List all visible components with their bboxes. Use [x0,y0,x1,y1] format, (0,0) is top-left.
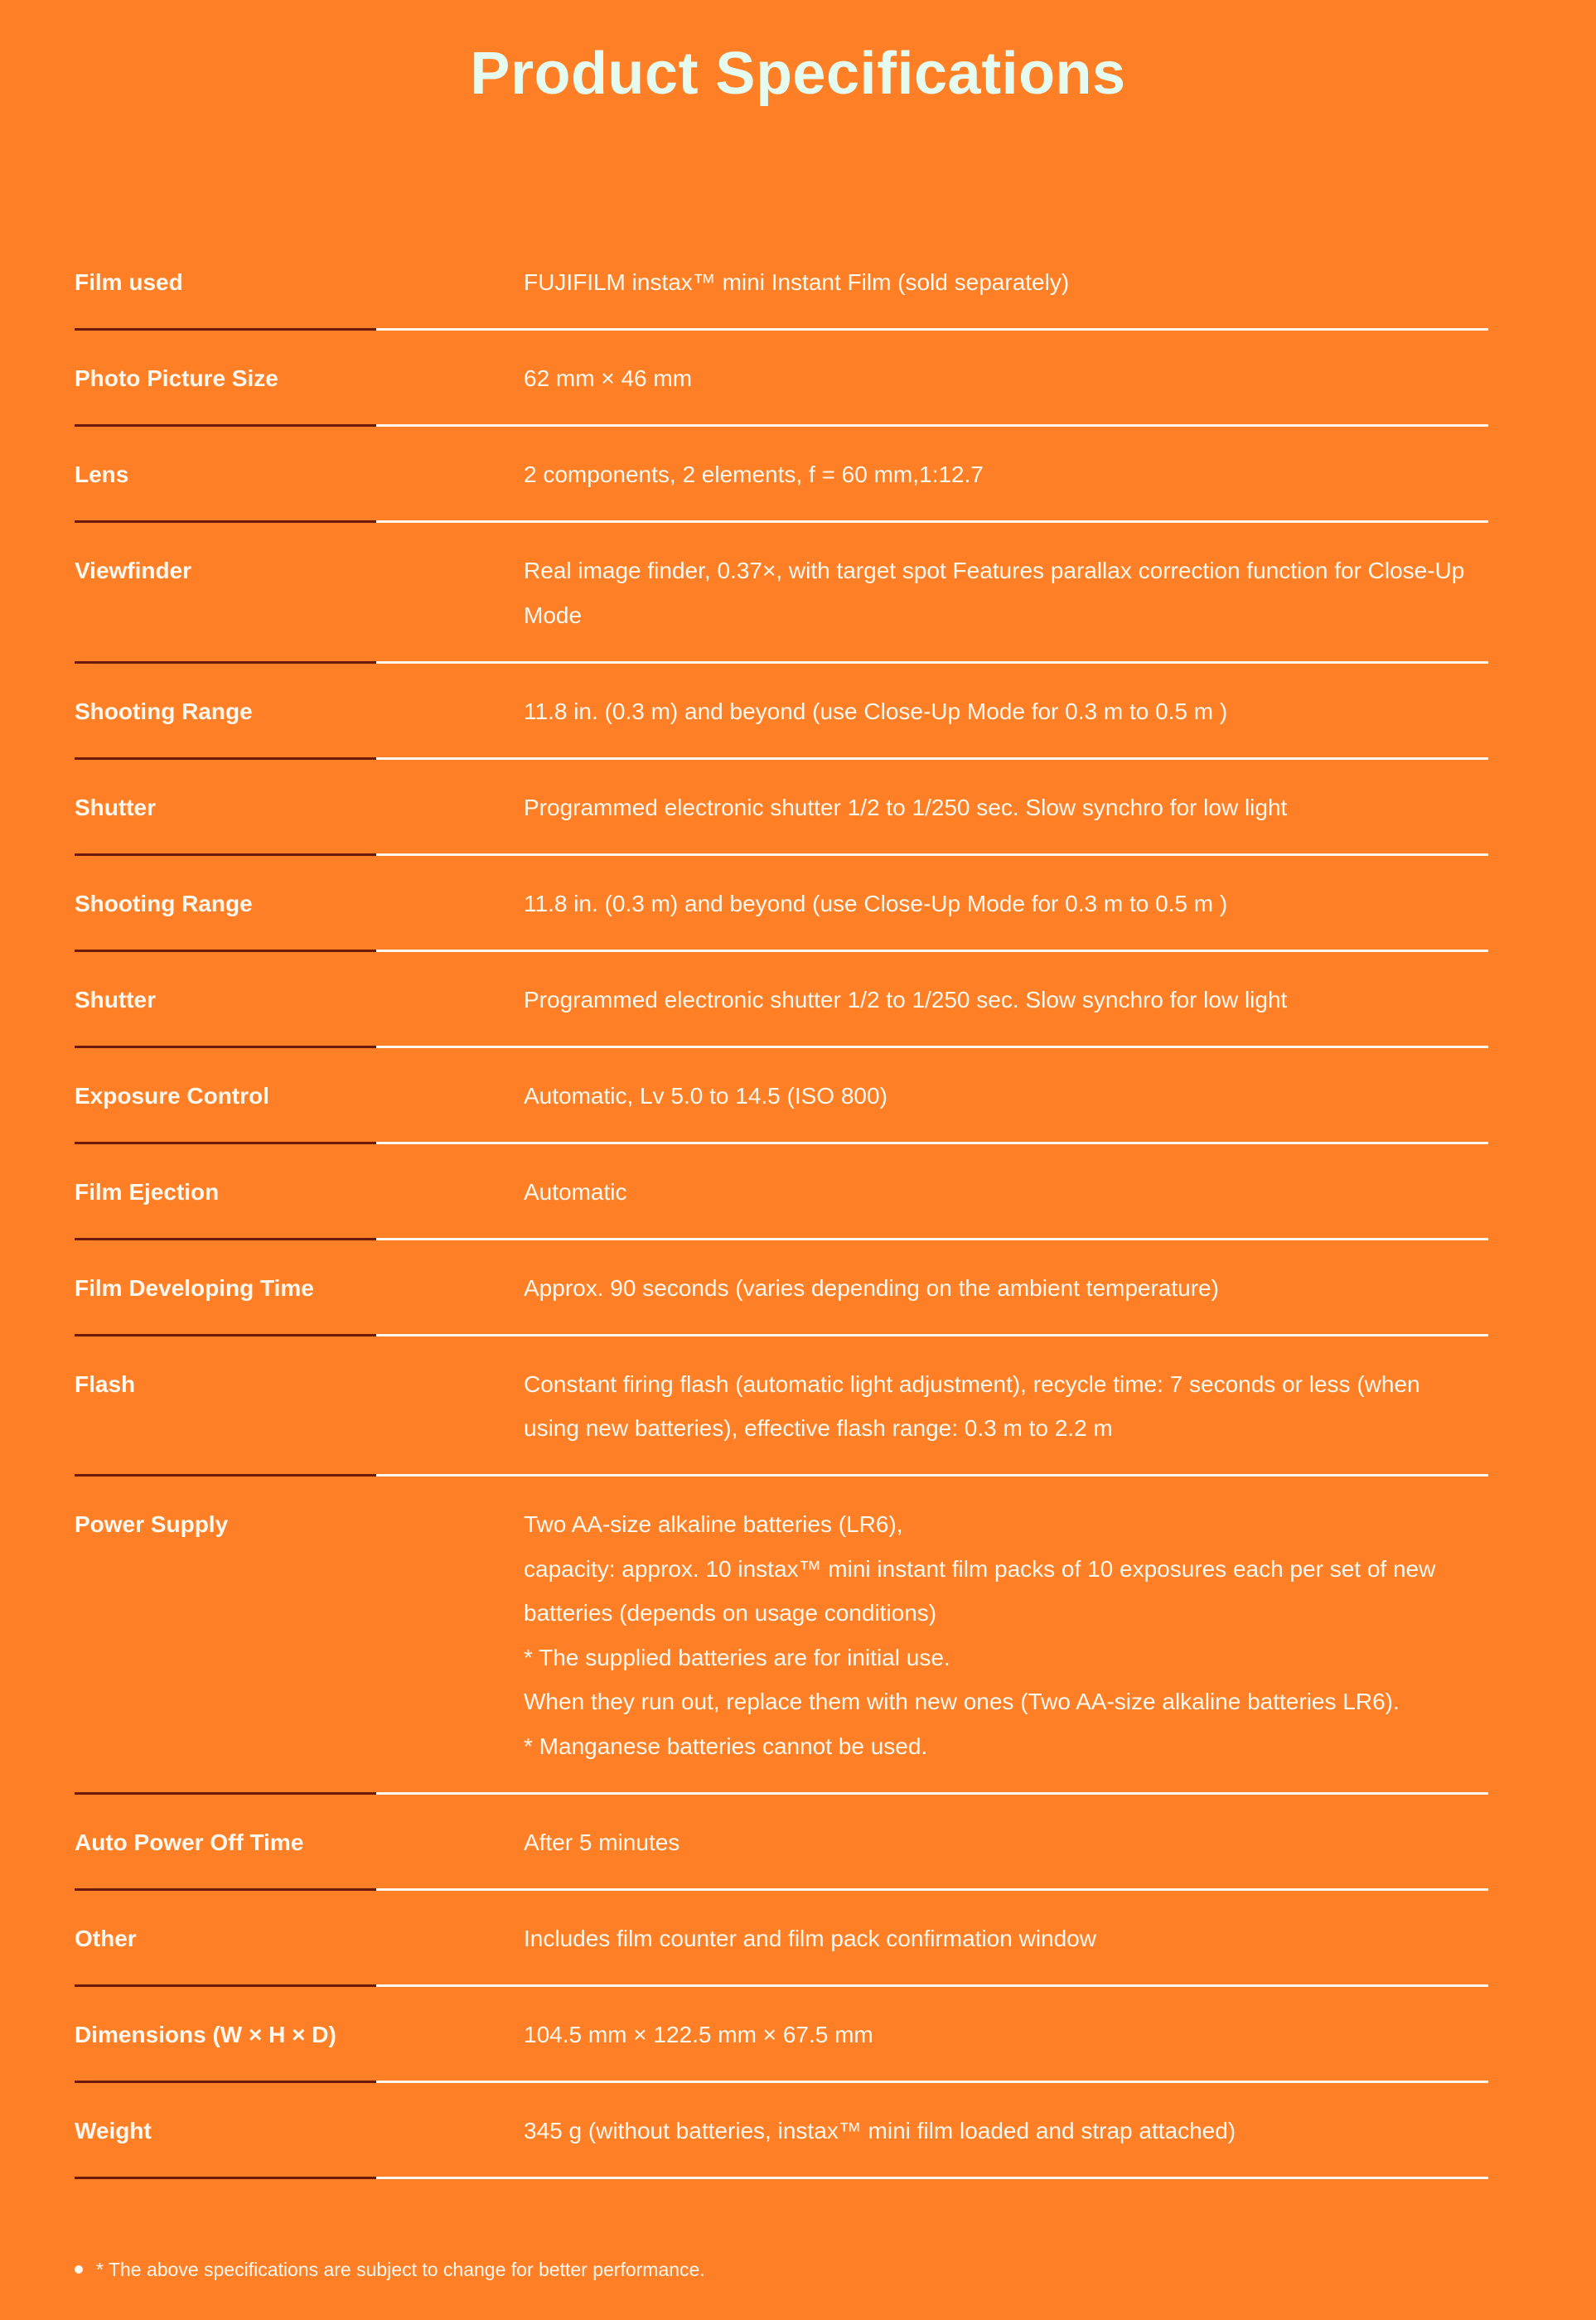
spec-value-line: 2 components, 2 elements, f = 60 mm,1:12.7 [524,462,984,488]
spec-row [75,856,1488,952]
spec-value [524,1074,1488,1119]
spec-value-line: 62 mm × 46 mm [524,365,693,392]
spec-value-line: When they run out, replace them with new ones (Two AA-size alkaline batteries LR6). [524,1689,1400,1715]
spec-value-line: 345 g (without batteries, instax™ mini film loaded and strap attached) [524,2117,1236,2144]
spec-value [524,1170,1488,1215]
spec-value-line: Mode [524,602,583,628]
spec-label: Flash [75,1370,136,1397]
spec-value-line: Constant firing flash (automatic light adjustment), recycle time: 7 seconds or less (when [524,1370,1420,1397]
spec-row [75,234,1488,331]
spec-value [524,1820,1488,1865]
spec-value-line: * Manganese batteries cannot be used. [524,1733,928,1759]
spec-label: Auto Power Off Time [75,1829,304,1855]
spec-value [524,1502,1488,1768]
spec-value [524,785,1488,830]
spec-row [75,2083,1488,2179]
footnote-text: * The above specifications are subject to change for better performance. [96,2259,705,2280]
spec-value-line: Automatic, Lv 5.0 to 14.5 (ISO 800) [524,1082,887,1109]
spec-value [524,2013,1488,2057]
spec-label: Dimensions (W × H × D) [75,2021,336,2047]
spec-value-line: Includes film counter and film pack confirmation window [524,1925,1096,1951]
spec-row [75,1048,1488,1144]
spec-label: Shooting Range [75,890,253,916]
spec-row [75,427,1488,523]
spec-label: Exposure Control [75,1082,269,1109]
spec-row [75,1336,1488,1477]
spec-value [524,260,1488,305]
spec-value-line: Automatic [524,1178,627,1205]
spec-value-line: After 5 minutes [524,1829,680,1855]
spec-label: Shooting Range [75,698,253,724]
spec-row [75,523,1488,664]
spec-value-line: using new batteries), effective flash range: 0.3 m to 2.2 m [524,1415,1113,1442]
page-title: Product Specifications [470,41,1126,107]
spec-value-line: FUJIFILM instax™ mini Instant Film (sold separately) [524,269,1070,296]
spec-value [524,2109,1488,2153]
spec-value-line: Real image finder, 0.37×, with target spot Features parallax correction function for Close-Up [524,558,1465,584]
spec-value-line: * The supplied batteries are for initial use. [524,1644,950,1670]
spec-value-line: 11.8 in. (0.3 m) and beyond (use Close-Up Mode for 0.3 m to 0.5 m ) [524,698,1228,724]
spec-row [75,952,1488,1048]
spec-row [75,664,1488,760]
spec-row [75,331,1488,427]
spec-label: Film Ejection [75,1178,220,1205]
spec-label: Shutter [75,794,156,820]
spec-label: Lens [75,462,129,487]
spec-value [524,356,1488,401]
spec-label: Other [75,1925,137,1951]
spec-row [75,1477,1488,1795]
spec-value-line: batteries (depends on usage conditions) [524,1600,937,1626]
spec-label: Viewfinder [75,558,192,583]
spec-label: Film used [75,269,183,295]
footnote [75,2257,705,2282]
spec-row [75,1795,1488,1891]
spec-table [75,234,1488,2179]
spec-value [524,452,1488,497]
spec-label: Shutter [75,986,156,1013]
spec-label: Power Supply [75,1511,229,1537]
spec-value-line: Approx. 90 seconds (varies depending on the ambient temperature) [524,1274,1219,1301]
spec-row [75,1240,1488,1336]
spec-value [524,882,1488,926]
spec-row [75,1144,1488,1240]
spec-row [75,760,1488,856]
spec-value [524,549,1488,637]
spec-label: Weight [75,2117,152,2144]
spec-value [524,1266,1488,1311]
spec-label: Film Developing Time [75,1274,314,1301]
spec-label: Photo Picture Size [75,365,278,391]
spec-value-line: 104.5 mm × 122.5 mm × 67.5 mm [524,2021,873,2047]
spec-value [524,689,1488,734]
spec-value [524,978,1488,1022]
spec-row [75,1987,1488,2083]
spec-value [524,1362,1488,1451]
spec-value-line: Programmed electronic shutter 1/2 to 1/250 sec. Slow synchro for low light [524,794,1288,820]
spec-row [75,1891,1488,1987]
bullet-icon [75,2265,83,2274]
spec-value-line: capacity: approx. 10 instax™ mini instant film packs of 10 exposures each per set of new [524,1555,1436,1582]
spec-value-line: Two AA-size alkaline batteries (LR6), [524,1511,903,1538]
spec-value [524,1916,1488,1961]
spec-value-line: Programmed electronic shutter 1/2 to 1/250 sec. Slow synchro for low light [524,986,1288,1013]
spec-value-line: 11.8 in. (0.3 m) and beyond (use Close-Up Mode for 0.3 m to 0.5 m ) [524,890,1228,916]
